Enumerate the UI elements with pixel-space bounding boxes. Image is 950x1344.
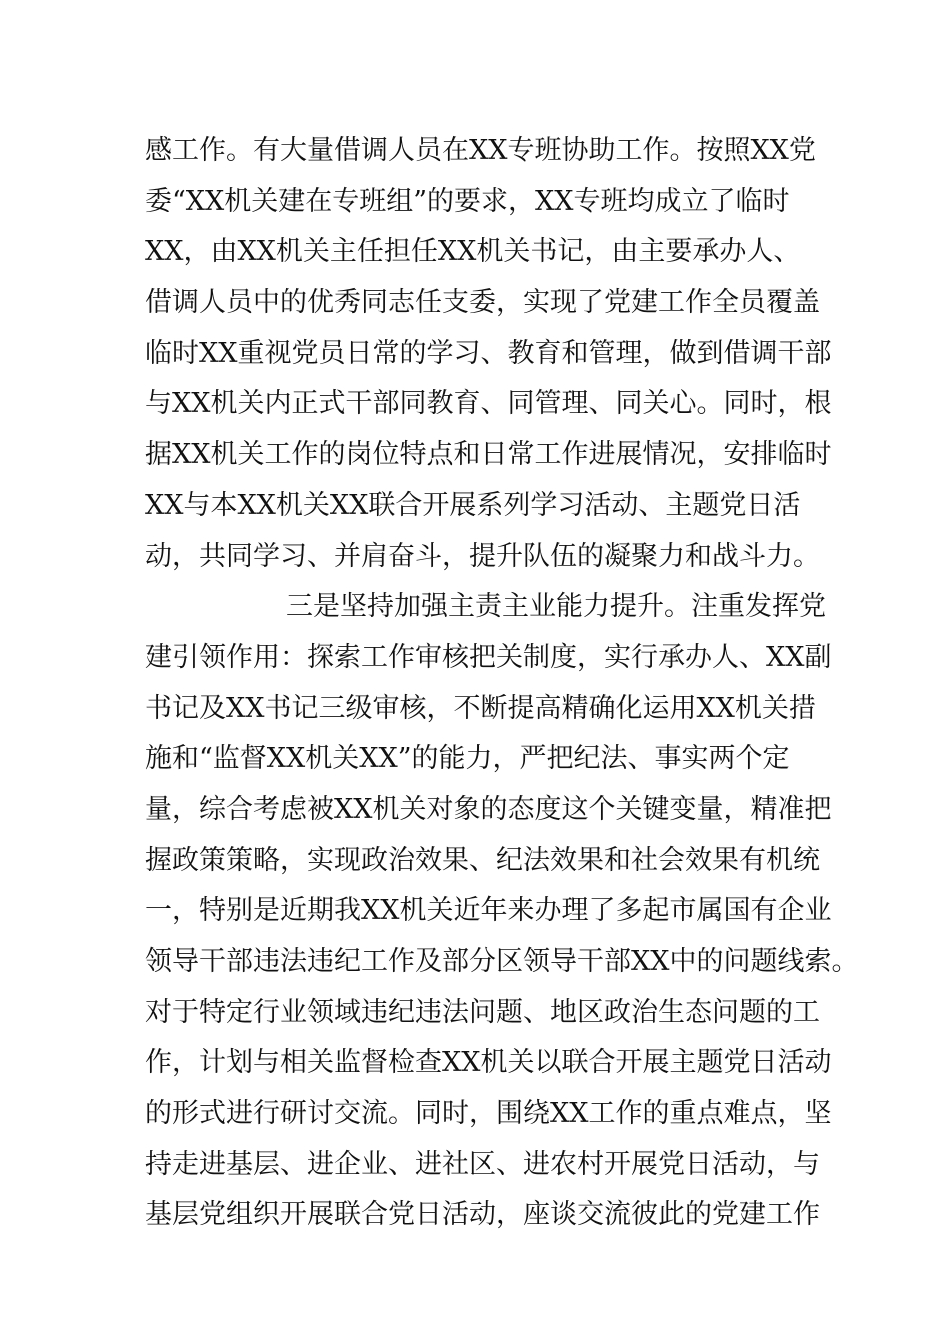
text-line-3: XX，由XX机关主任担任XX机关书记，由主要承办人、 [145, 236, 801, 268]
text-line-9: 动，共同学习、并肩奋斗，提升队伍的凝聚力和战斗力。 [145, 540, 820, 572]
text-line-22: 基层党组织开展联合党日活动，座谈交流彼此的党建工作 [145, 1199, 820, 1231]
text-line-4: 借调人员中的优秀同志任支委，实现了党建工作全员覆盖 [145, 287, 820, 319]
text-line-1: 感工作。有大量借调人员在XX专班协助工作。按照XX党 [145, 135, 816, 166]
text-line-12: 书记及XX书记三级审核，不断提高精确化运用XX机关措 [145, 692, 816, 724]
text-line-8: XX与本XX机关XX联合开展系列学习活动、主题党日活 [145, 489, 801, 521]
text-line-11: 建引领作用：探索工作审核把关制度，实行承办人、XX副 [145, 641, 832, 673]
paragraph-start-line: 三是坚持加强主责主业能力提升。注重发挥党 [286, 591, 826, 623]
text-line-20: 的形式进行研讨交流。同时，围绕XX工作的重点难点，坚 [145, 1098, 832, 1130]
text-line-18: 对于特定行业领域违纪违法问题、地区政治生态问题的工 [145, 996, 820, 1028]
text-line-7: 据XX机关工作的岗位特点和日常工作进展情况，安排临时 [145, 439, 832, 471]
text-line-17: 领导干部违法违纪工作及部分区领导干部XX中的问题线索。 [145, 946, 859, 977]
text-line-2: 委“XX机关建在专班组”的要求，XX专班均成立了临时 [145, 185, 790, 217]
text-line-6: 与XX机关内正式干部同教育、同管理、同关心。同时，根 [145, 388, 832, 420]
text-line-16: 一，特别是近期我XX机关近年来办理了多起市属国有企业 [145, 895, 832, 927]
text-line-5: 临时XX重视党员日常的学习、教育和管理，做到借调干部 [145, 337, 832, 369]
body-text [145, 126, 859, 1241]
text-line-21: 持走进基层、进企业、进社区、进农村开展党日活动，与 [145, 1148, 820, 1180]
text-line-14: 量，综合考虑被XX机关对象的态度这个关键变量，精准把 [145, 793, 832, 825]
text-line-19: 作，计划与相关监督检查XX机关以联合开展主题党日活动 [145, 1047, 832, 1079]
text-line-13: 施和“监督XX机关XX”的能力，严把纪法、事实两个定 [145, 743, 790, 775]
text-line-15: 握政策策略，实现政治效果、纪法效果和社会效果有机统 [145, 844, 820, 876]
